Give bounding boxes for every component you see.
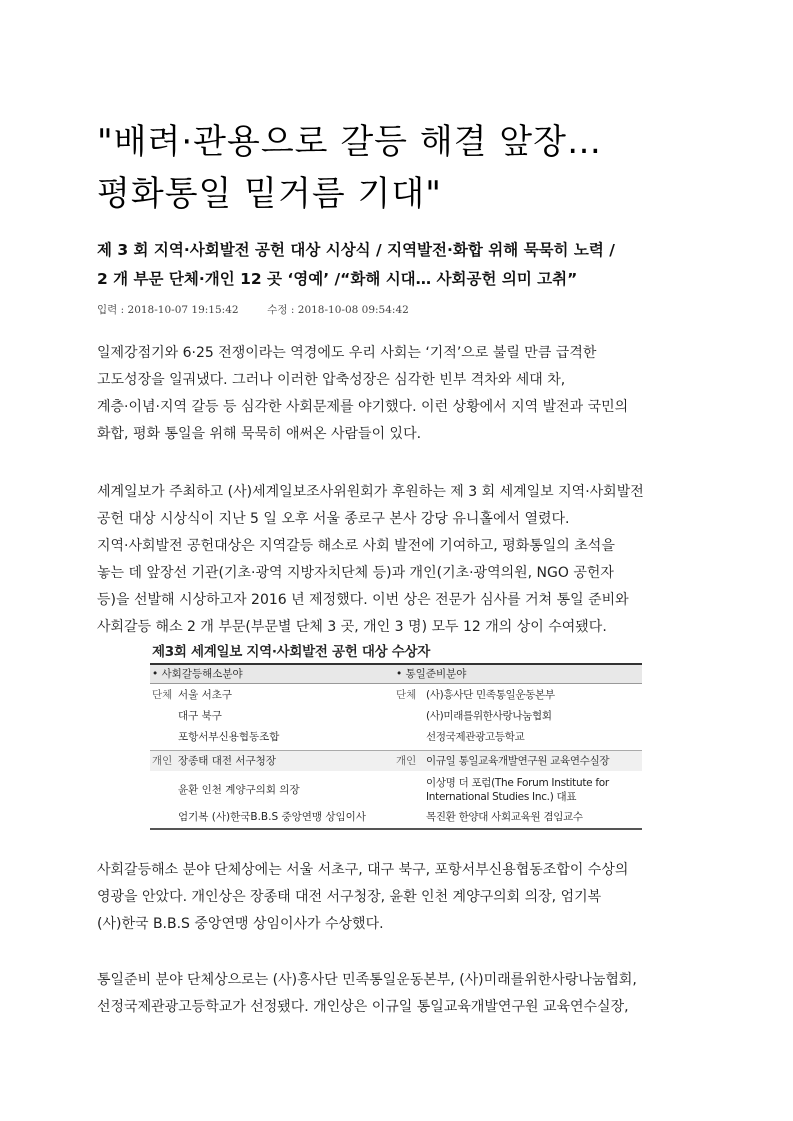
table-row bbox=[150, 702, 642, 723]
category-label: 단체 bbox=[396, 689, 417, 701]
right-column-header: • 통일준비분야 bbox=[396, 668, 467, 680]
category-label: 개인 bbox=[152, 755, 173, 767]
table-cell: 목진환 한양대 사회교육원 겸임교수 bbox=[426, 811, 583, 823]
paragraph-line: 공헌 대상 시상식이 지난 5 일 오후 서울 종로구 본사 강당 유니홀에서 열렸다. bbox=[97, 511, 570, 527]
paragraph-line: 고도성장을 일궈냈다. 그러나 이러한 압축성장은 심각한 빈부 격차와 세대 차, bbox=[97, 372, 566, 388]
paragraph-line: 등)을 선발해 시상하고자 2016 년 제정했다. 이번 상은 전문가 심사를 거쳐 통일 준비와 bbox=[97, 592, 629, 608]
paragraph-line: (사)한국 B.B.S 중앙연맹 상임이사가 수상했다. bbox=[97, 916, 384, 932]
paragraph-line: 놓는 데 앞장선 기관(기초·광역 지방자치단체 등)과 개인(기초·광역의원, NGO 공헌자 bbox=[97, 565, 614, 581]
table-row bbox=[150, 750, 642, 771]
paragraph-line: 통일준비 분야 단체상으로는 (사)흥사단 민족통일운동본부, (사)미래를위한사랑나눔협회, bbox=[97, 972, 637, 988]
headline-line-1: "배려·관용으로 갈등 해결 앞장… bbox=[97, 122, 602, 162]
subheadline-line-1: 제 3 회 지역·사회발전 공헌 대상 시상식 / 지역발전·화합 위해 묵묵히 노력 / bbox=[97, 241, 615, 259]
table-cell-line: International Studies Inc.) 대표 bbox=[426, 791, 577, 803]
paragraph-line: 세계일보가 주최하고 (사)세계일보조사위원회가 후원하는 제 3 회 세계일보 지역·사회발전 bbox=[97, 484, 644, 500]
body-paragraph-1 bbox=[97, 340, 707, 448]
timestamp-meta bbox=[97, 302, 409, 317]
left-column-header: • 사회갈등해소분야 bbox=[152, 668, 243, 680]
table-cell: 대구 북구 bbox=[178, 710, 222, 722]
table-cell: 이규일 통일교육개발연구원 교육연수실장 bbox=[426, 755, 610, 767]
headline-line-2: 평화통일 밑거름 기대" bbox=[97, 174, 442, 214]
paragraph-line: 사회갈등 해소 2 개 부문(부문별 단체 3 곳, 개인 3 명) 모두 12 개의 상이 수여됐다. bbox=[97, 619, 607, 635]
body-paragraph-4 bbox=[97, 967, 707, 1021]
edit-timestamp: : 2018-10-08 09:54:42 bbox=[290, 304, 409, 316]
category-label: 단체 bbox=[152, 689, 173, 701]
subheadline bbox=[97, 236, 717, 294]
paragraph-line: 선정국제관광고등학교가 선정됐다. 개인상은 이규일 통일교육개발연구원 교육연수실장, bbox=[97, 999, 629, 1015]
table-cell: 엄기복 (사)한국B.B.S 중앙연맹 상임이사 bbox=[178, 811, 366, 823]
edit-label: 수정 bbox=[267, 304, 288, 316]
body-paragraph-3 bbox=[97, 857, 707, 938]
table-cell: (사)흥사단 민족통일운동본부 bbox=[426, 689, 555, 701]
table-header-row bbox=[150, 665, 642, 684]
body-paragraph-2 bbox=[97, 479, 707, 641]
table-row bbox=[150, 684, 642, 702]
table-cell: (사)미래를위한사랑나눔협회 bbox=[426, 710, 552, 722]
table-cell-line: 이상명 더 포럼(The Forum Institute for bbox=[426, 777, 609, 789]
headline bbox=[97, 116, 737, 220]
paragraph-line: 계층·이념·지역 갈등 등 심각한 사회문제를 야기했다. 이런 상황에서 지역 발전과 국민의 bbox=[97, 399, 629, 415]
subheadline-line-2: 2 개 부문 단체·개인 12 곳 ‘영예’ /“화해 시대… 사회공헌 의미 고취” bbox=[97, 270, 578, 288]
paragraph-line: 화합, 평화 통일을 위해 묵묵히 애써온 사람들이 있다. bbox=[97, 426, 422, 442]
table-cell: 선정국제관광고등학교 bbox=[426, 731, 525, 743]
paragraph-line: 일제강점기와 6·25 전쟁이라는 역경에도 우리 사회는 ‘기적’으로 불릴 만큼 급격한 bbox=[97, 345, 597, 361]
paragraph-line: 사회갈등해소 분야 단체상에는 서울 서초구, 대구 북구, 포항서부신용협동조합이 수상의 bbox=[97, 862, 629, 878]
table-title: 제3회 세계일보 지역·사회발전 공헌 대상 수상자 bbox=[152, 644, 431, 660]
input-label: 입력 bbox=[97, 304, 118, 316]
paragraph-line: 영광을 안았다. 개인상은 장종태 대전 서구청장, 윤환 인천 계양구의회 의장, 엄기복 bbox=[97, 889, 602, 905]
paragraph-line: 지역·사회발전 공헌대상은 지역갈등 해소로 사회 발전에 기여하고, 평화통일의 초석을 bbox=[97, 538, 615, 554]
table-row bbox=[150, 804, 642, 830]
table-cell bbox=[426, 776, 640, 804]
table-cell: 장종태 대전 서구청장 bbox=[178, 755, 276, 767]
award-winners-table bbox=[150, 641, 642, 827]
table-cell: 윤환 인천 계양구의회 의장 bbox=[178, 784, 300, 796]
table-row bbox=[150, 723, 642, 750]
category-label: 개인 bbox=[396, 755, 417, 767]
input-timestamp: : 2018-10-07 19:15:42 bbox=[120, 304, 239, 316]
table-cell: 포항서부신용협동조합 bbox=[178, 731, 280, 743]
table-cell: 서울 서초구 bbox=[178, 689, 233, 701]
table-row bbox=[150, 771, 642, 804]
